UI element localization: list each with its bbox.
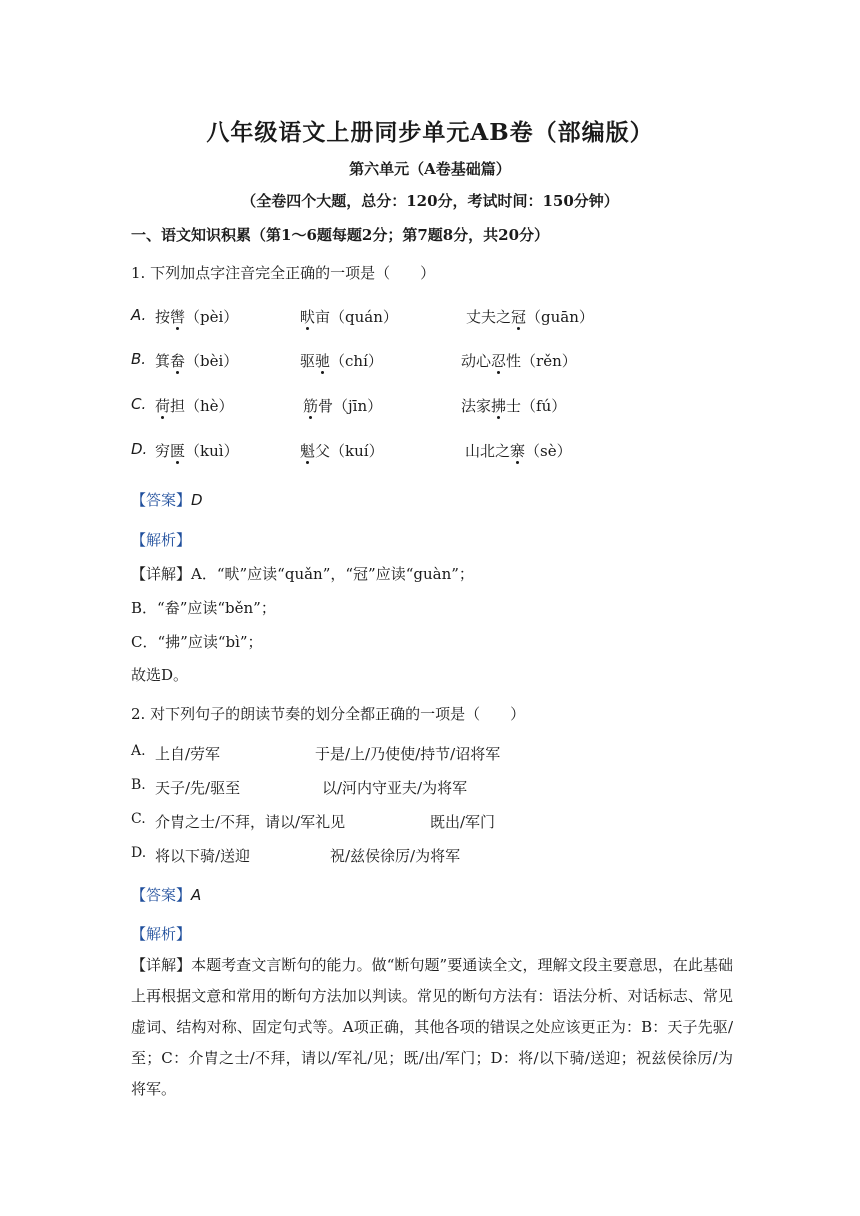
section-heading: 一、语文知识积累（第1～6题每题2分；第7题8分，共20分） xyxy=(131,226,550,244)
q1-option-d-item-3: 山北之寨（sè） xyxy=(465,442,572,460)
exam-note: （全卷四个大题，总分：120分，考试时间：150分钟） xyxy=(241,192,619,210)
q2-option-d-part-2: 祝/兹侯徐厉/为将军 xyxy=(330,847,461,865)
q1-option-c-item-3: 法家拂士（fú） xyxy=(461,397,567,415)
answer-tag: 【答案】 xyxy=(131,886,192,904)
q1-detail-line-2: B．“畚”应读“běn”； xyxy=(131,599,276,617)
q1-option-d-item-2: 魁父（kuí） xyxy=(300,442,384,460)
question-1-stem: 1. 下列加点字注音完全正确的一项是（ ） xyxy=(131,264,436,282)
q1-answer xyxy=(131,489,203,510)
q1-option-c-item-1: 荷担（hè） xyxy=(155,397,234,415)
q1-option-b-letter: B. xyxy=(131,350,147,368)
page-title: 八年级语文上册同步单元AB卷（部编版） xyxy=(206,119,654,146)
q2-option-b-part-2: 以/河内守亚夫/为将军 xyxy=(322,779,468,797)
page-subtitle: 第六单元（A卷基础篇） xyxy=(349,160,511,178)
question-2-stem: 2. 对下列句子的朗读节奏的划分全都正确的一项是（ ） xyxy=(131,705,526,723)
answer-value: D xyxy=(191,491,203,509)
q2-answer xyxy=(131,884,201,905)
q2-option-a-part-1: 上自/劳军 xyxy=(155,745,221,763)
q1-option-c-item-2: 筋骨（jīn） xyxy=(303,397,383,415)
q2-option-a-part-2: 于是/上/乃使使/持节/诏将军 xyxy=(315,745,501,763)
q1-option-d-item-1: 穷匮（kuì） xyxy=(155,442,239,460)
answer-tag: 【答案】 xyxy=(131,491,192,509)
q1-option-b-item-3: 动心忍性（rěn） xyxy=(461,352,577,370)
q2-option-d-part-1: 将以下骑/送迎 xyxy=(155,847,251,865)
q1-option-b-item-1: 箕畚（bèi） xyxy=(155,352,239,370)
q1-option-a-letter: A. xyxy=(131,306,147,324)
q2-option-b-letter: B. xyxy=(131,777,146,793)
q2-option-c-part-1: 介胄之士/不拜，请以/军礼见 xyxy=(155,813,346,831)
q2-option-c-letter: C. xyxy=(131,811,146,827)
q2-detail-paragraph: 【详解】本题考查文言断句的能力。做“断句题”要通读全文，理解文段主要意思，在此基础上再根据文意和常用的断句方法加以判读。常见的断句方法有：语法分析、对话标志、常见虚词、结构对称、固定句式等。A项正确，其他各项的错误之处应该更正为：B：天子先驱/至；C：介胄之士/不拜，请以/军礼/见；既/出/军门；D：将/以下骑/送迎；祝兹侯徐厉/为将军。 xyxy=(131,956,733,1098)
q1-analysis-tag: 【解析】 xyxy=(131,531,192,549)
q2-option-c-part-2: 既出/军门 xyxy=(430,813,496,831)
q2-option-a-letter: A. xyxy=(131,743,146,759)
q1-option-a-item-3: 丈夫之冠（guān） xyxy=(466,308,594,326)
q1-option-b-item-2: 驱驰（chí） xyxy=(300,352,383,370)
q1-detail-line-1: 【详解】A．“畎”应读“quǎn”，“冠”应读“guàn”； xyxy=(131,565,474,583)
q1-option-a-item-1: 按辔（pèi） xyxy=(155,308,239,326)
q1-option-a-item-2: 畎亩（quán） xyxy=(300,308,398,326)
q2-option-b-part-1: 天子/先/驱至 xyxy=(155,779,241,797)
q1-option-c-letter: C. xyxy=(131,395,147,413)
answer-value: A xyxy=(191,886,202,904)
q1-option-d-letter: D. xyxy=(131,440,148,458)
q2-analysis-tag: 【解析】 xyxy=(131,925,192,943)
q1-detail-line-3: C．“拂”应读“bì”； xyxy=(131,633,263,651)
q2-option-d-letter: D. xyxy=(131,845,147,861)
q1-detail-line-4: 故选D。 xyxy=(131,666,189,684)
